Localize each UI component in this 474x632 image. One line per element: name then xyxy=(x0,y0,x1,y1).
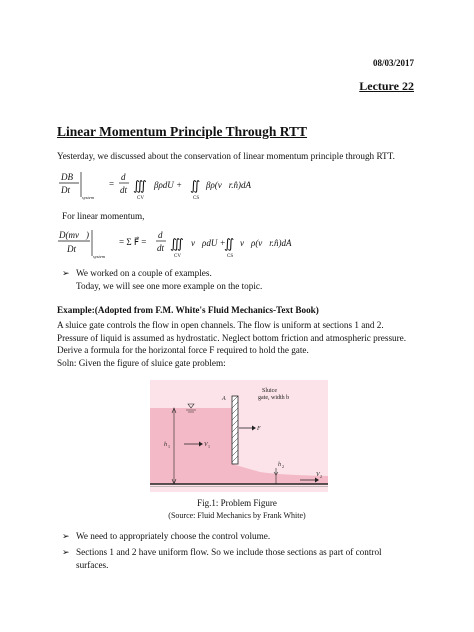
figure-f-label: F xyxy=(257,426,261,432)
bullet-item-continued: Today, we will see one more example on the topic. xyxy=(76,281,263,291)
arrow-bullet-icon: ➢ xyxy=(62,531,70,541)
figure-v2-label: V xyxy=(316,472,320,478)
bullet-item-continued: surfaces. xyxy=(76,560,109,570)
figure-source: (Source: Fluid Mechanics by Frank White) xyxy=(168,511,306,520)
figure-h1-label: h xyxy=(164,442,167,448)
figure-v1-label: V xyxy=(204,442,208,448)
arrow-bullet-icon: ➢ xyxy=(62,268,70,278)
eq2-lhs-sub: system xyxy=(93,254,105,259)
eq1-dt: dt xyxy=(120,185,128,195)
example-paragraph: A sluice gate controls the flow in open channels. The flow is uniform at sections 1 and 2. Pressure of liquid is assumed as hydrostatic. Neglect bottom friction and atmospheric pressure. Derive a formula for the horizontal force F required to hold the gate. Soln: Given the figure of sluice gate problem: xyxy=(57,320,407,368)
figure-h2-sub: 2 xyxy=(282,464,284,469)
eq2-d: d xyxy=(158,230,163,240)
bullet-item: ➢ We worked on a couple of examples. xyxy=(62,268,212,278)
eq1-equals: = xyxy=(109,179,115,189)
eq1-lhs-num: DB xyxy=(61,172,73,182)
date: 08/03/2017 xyxy=(372,58,414,68)
eq1-lhs-sub: system xyxy=(82,195,94,200)
rtt-equation xyxy=(57,170,357,206)
bullet-item: ➢ We need to appropriately choose the control volume. xyxy=(62,531,271,541)
svg-text:∭: ∭ xyxy=(170,236,184,251)
svg-text:∬: ∬ xyxy=(224,236,235,251)
eq2-dt: dt xyxy=(157,243,165,253)
eq1-cv: CV xyxy=(137,196,144,201)
figure-v2-sub: 2 xyxy=(320,474,322,479)
eq2-lhs-num: D(mv⃗) xyxy=(59,230,89,240)
eq2-cv: CV xyxy=(174,254,181,259)
eq1-lhs-den: Dt xyxy=(61,185,70,195)
figure-v1-sub: 1 xyxy=(208,444,210,449)
rtt-equation-svg xyxy=(57,170,357,206)
eq2-term1: v⃗ρdU + xyxy=(191,238,226,248)
eq2-cs: CS xyxy=(227,254,234,259)
figure-a-label: A xyxy=(222,396,226,402)
eq2-lhs-den: Dt xyxy=(67,244,76,254)
intro-text: Yesterday, we discussed about the conservation of linear momentum principle through RTT. xyxy=(57,151,395,161)
momentum-equation xyxy=(57,228,357,264)
eq1-term1: βρdU + xyxy=(154,180,183,190)
bullet-item: ➢ Sections 1 and 2 have uniform flow. So we include those sections as part of control xyxy=(62,547,382,557)
figure-h2-label: h xyxy=(278,462,281,468)
figure-h1-sub: 1 xyxy=(168,444,170,449)
eq1-term2: βρ(v⃗r.n̂)dA xyxy=(206,180,252,190)
momentum-equation-svg xyxy=(57,228,357,264)
page-title: Linear Momentum Principle Through RTT xyxy=(57,124,308,139)
eq1-cs: CS xyxy=(193,196,200,201)
figure-sluice-label: Sluice xyxy=(262,388,277,394)
svg-text:∬: ∬ xyxy=(190,178,201,193)
lecture-number: Lecture 22 xyxy=(359,79,414,93)
eq2-sumF: = Σ F⃗ = xyxy=(119,237,147,247)
eq2-term2: v⃗ρ(v⃗r.n̂)dA xyxy=(240,238,292,248)
for-linear-momentum: For linear momentum, xyxy=(62,211,145,221)
arrow-bullet-icon: ➢ xyxy=(62,547,70,557)
example-heading: Example:(Adopted from F.M. White's Fluid Mechanics-Text Book) xyxy=(57,305,319,315)
figure-gate-label: gate, width b xyxy=(258,395,290,401)
svg-text:∭: ∭ xyxy=(133,178,147,193)
sluice-gate-diagram xyxy=(150,380,328,492)
figure-caption: Fig.1: Problem Figure xyxy=(197,498,277,508)
eq1-d: d xyxy=(121,172,126,182)
sluice-gate-figure xyxy=(150,380,328,492)
